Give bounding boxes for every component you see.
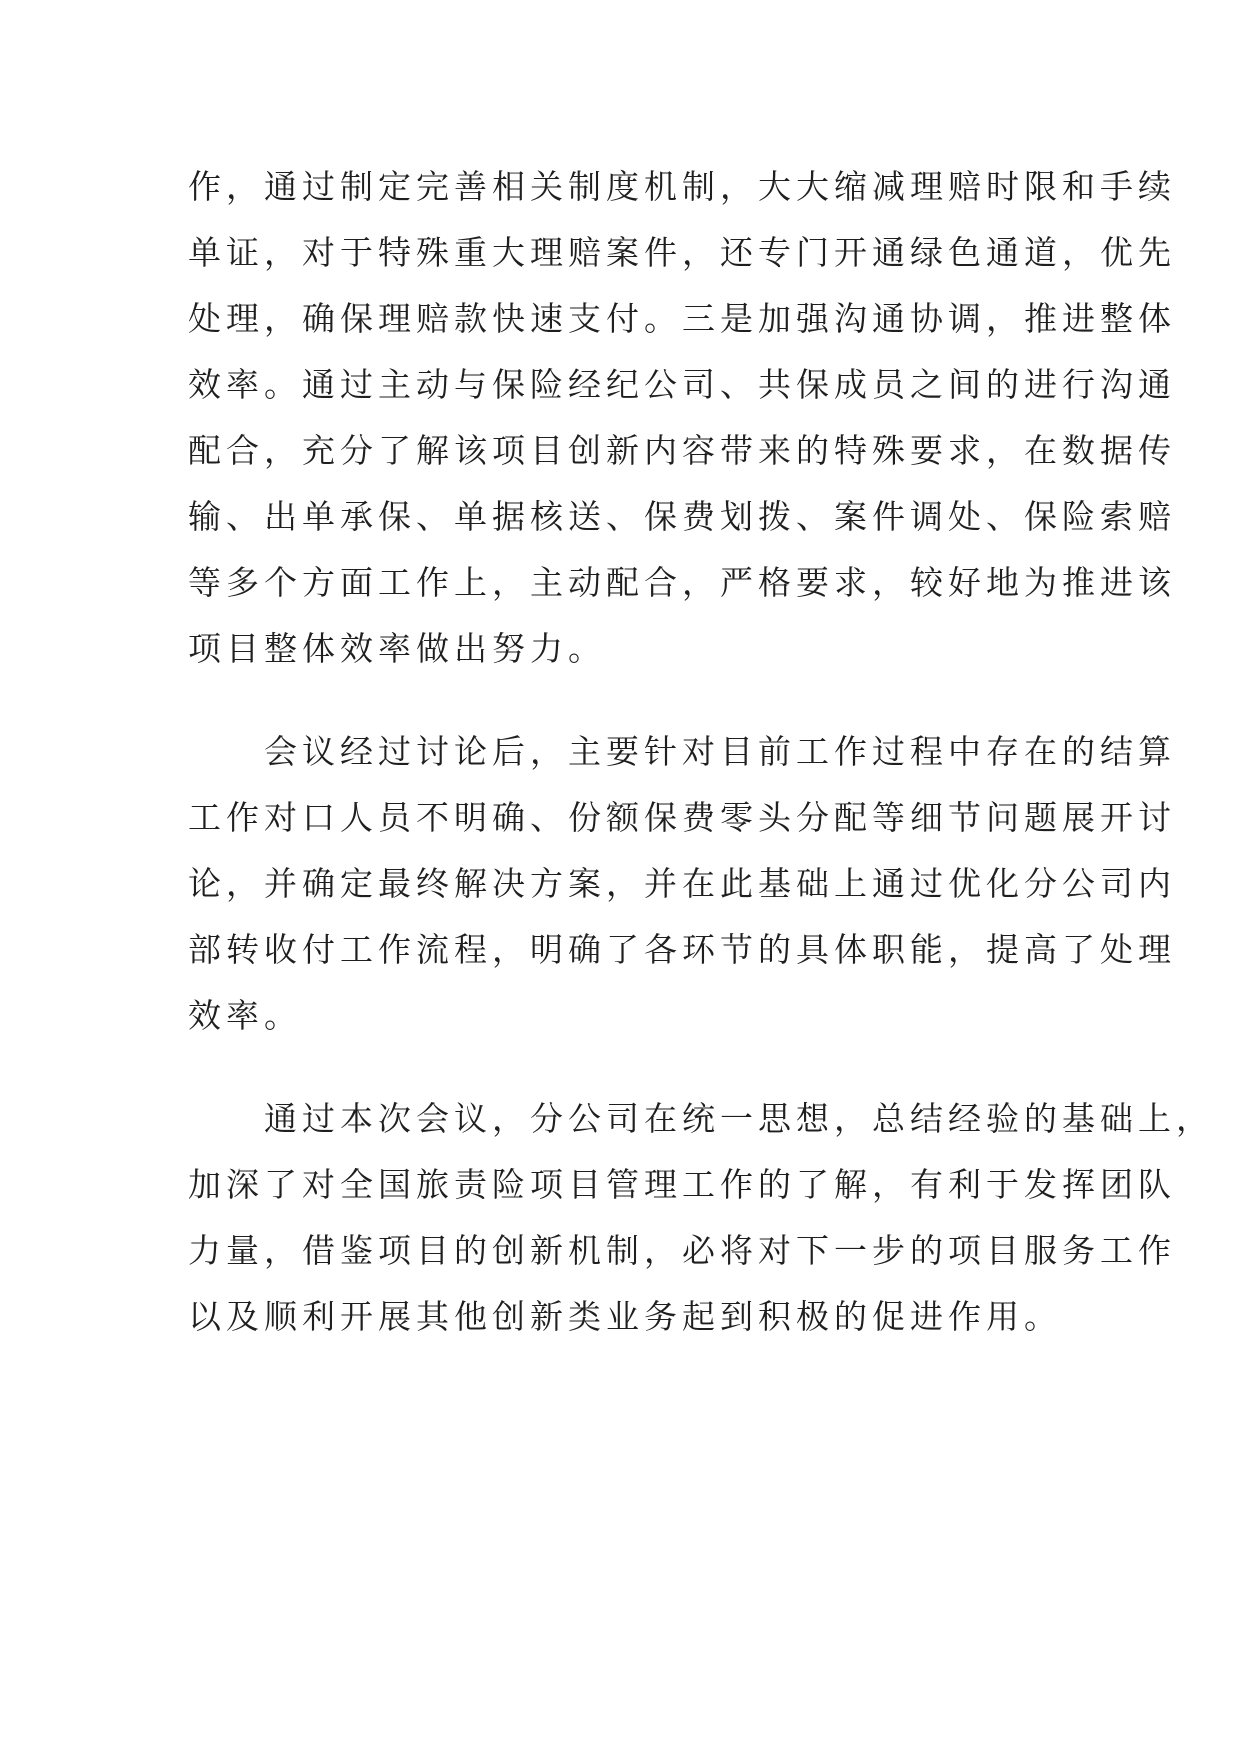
text-line: 部转收付工作流程，明确了各环节的具体职能，提高了处理 — [188, 930, 1176, 969]
paragraph-spacer — [188, 1049, 1048, 1086]
text-line: 配合，充分了解该项目创新内容带来的特殊要求，在数据传 — [188, 431, 1176, 470]
document-body — [188, 154, 1214, 1350]
text-line: 处理，确保理赔款快速支付。三是加强沟通协调，推进整体 — [188, 299, 1176, 338]
text-line: 论，并确定最终解决方案，并在此基础上通过优化分公司内 — [188, 864, 1176, 903]
text-line: 项目整体效率做出努力。 — [188, 629, 606, 668]
text-line: 工作对口人员不明确、份额保费零头分配等细节问题展开讨 — [188, 798, 1176, 837]
text-line: 单证，对于特殊重大理赔案件，还专门开通绿色通道，优先 — [188, 233, 1176, 272]
text-line: 输、出单承保、单据核送、保费划拨、案件调处、保险索赔 — [188, 497, 1176, 536]
paragraph-2 — [188, 719, 1176, 1049]
text-line: 加深了对全国旅责险项目管理工作的了解，有利于发挥团队 — [188, 1165, 1176, 1204]
paragraph-3 — [188, 1086, 1214, 1350]
paragraph-1 — [188, 154, 1176, 682]
text-line: 力量，借鉴项目的创新机制，必将对下一步的项目服务工作 — [188, 1231, 1176, 1270]
paragraph-spacer — [188, 682, 1048, 719]
text-line: 会议经过讨论后，主要针对目前工作过程中存在的结算 — [264, 732, 1176, 771]
text-line: 等多个方面工作上，主动配合，严格要求，较好地为推进该 — [188, 563, 1176, 602]
text-line: 作，通过制定完善相关制度机制，大大缩减理赔时限和手续 — [188, 167, 1176, 206]
text-line: 效率。通过主动与保险经纪公司、共保成员之间的进行沟通 — [188, 365, 1176, 404]
text-line: 通过本次会议，分公司在统一思想，总结经验的基础上， — [264, 1099, 1214, 1138]
text-line: 以及顺利开展其他创新类业务起到积极的促进作用。 — [188, 1297, 1062, 1336]
text-line: 效率。 — [188, 996, 302, 1035]
